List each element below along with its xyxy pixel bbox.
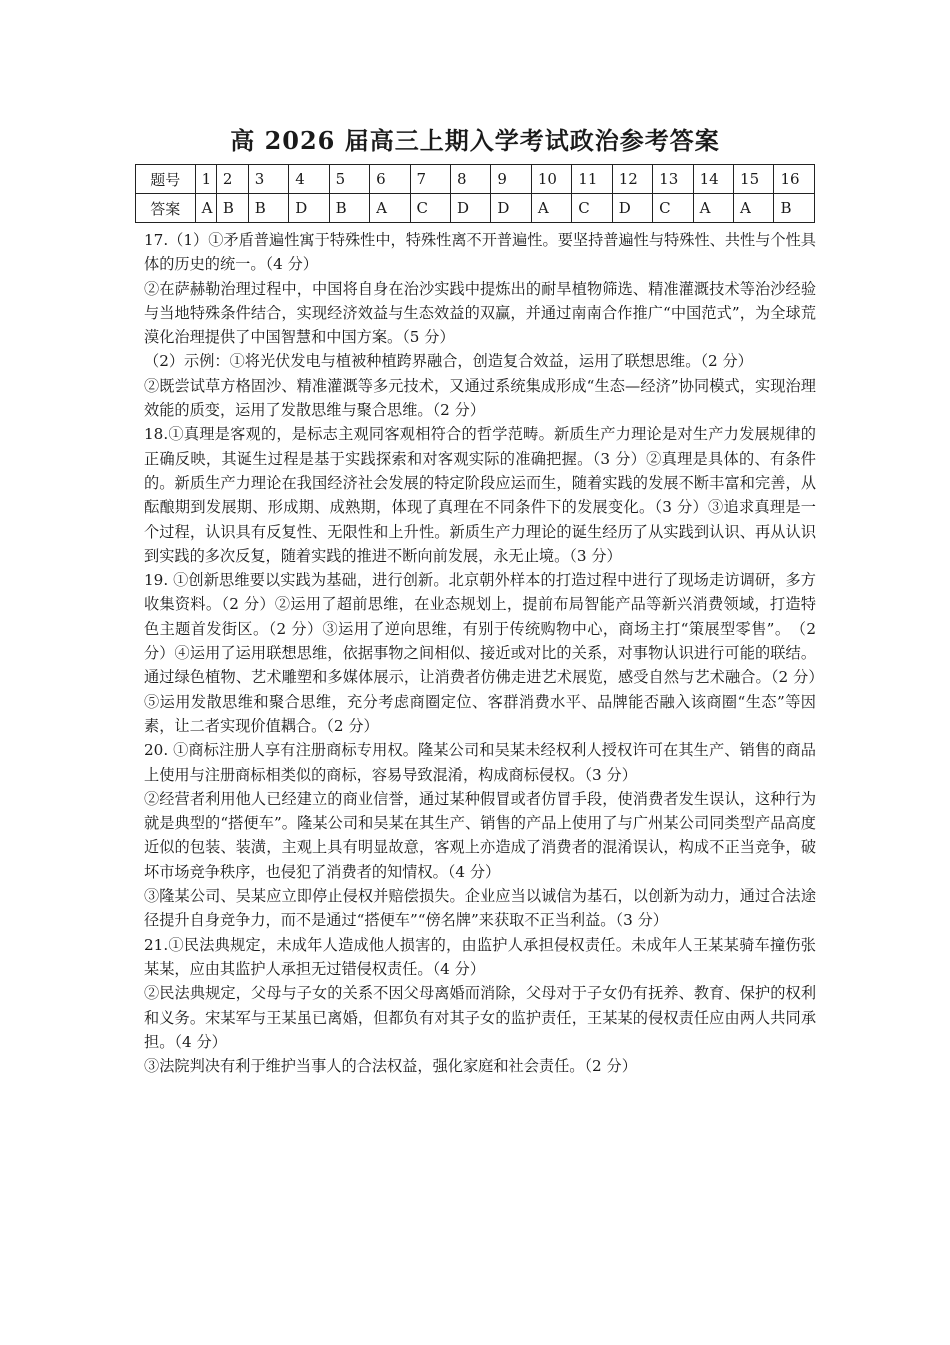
question-number: 3 <box>248 165 288 194</box>
answer-19: 19. ①创新思维要以实践为基础，进行创新。北京朝外样本的打造过程中进行了现场走访调研，多方收集资料。（2 分）②运用了超前思维，在业态规划上，提前布局智能产品等新兴消费领域，打造特色主题首发街区。（2 分）③运用了逆向思维，有别于传统购物中心，商场主打“策展型零售”。 （2 分）④运用了运用联想思维，依据事物之间相似、接近或对比的关系，对事物认识进行可能的联结。通过绿色植物、艺术雕塑和多媒体展示，让消费者仿佛走进艺术展览，感受自然与艺术融合。（2 分）⑤运用发散思维和聚合思维，充分考虑商圈定位、客群消费水平、品牌能否融入该商圈“生态”等因素，让二者实现价值耦合。（2 分） <box>144 571 816 735</box>
answer-20-point3: ③隆某公司、吴某应立即停止侵权并赔偿损失。企业应当以诚信为基石，以创新为动力，通过合法途径提升自身竞争力，而不是通过“搭便车”“傍名牌”来获取不正当利益。（3 分） <box>144 887 816 930</box>
question-number: 7 <box>410 165 450 194</box>
answer-explanations <box>144 228 816 1078</box>
answer-cell: B <box>248 194 288 223</box>
answer-cell: C <box>572 194 612 223</box>
answer-17-part1-point1: 17.（1）①矛盾普遍性寓于特殊性中，特殊性离不开普遍性。要坚持普遍性与特殊性、共性与个性具体的历史的统一。（4 分） <box>144 231 816 274</box>
answer-cell: D <box>289 194 329 223</box>
question-number: 12 <box>612 165 652 194</box>
page-title: 高 2026 届高三上期入学考试政治参考答案 <box>230 126 720 155</box>
answer-cell: B <box>329 194 369 223</box>
answer-21-point1: 21.①民法典规定，未成年人造成他人损害的，由监护人承担侵权责任。未成年人王某某骑车撞伤张某某，应由其监护人承担无过错侵权责任。（4 分） <box>144 935 816 978</box>
question-number: 15 <box>734 165 774 194</box>
answer-20-point1: 20. ①商标注册人享有注册商标专用权。隆某公司和吴某未经权利人授权许可在其生产、销售的商品上使用与注册商标相类似的商标，容易导致混淆，构成商标侵权。（3 分） <box>144 741 816 784</box>
answer-18: 18.①真理是客观的，是标志主观同客观相符合的哲学范畴。新质生产力理论是对生产力发展规律的正确反映，其诞生过程是基于实践探索和对客观实际的准确把握。（3 分）②真理是具体的、有条件的。新质生产力理论在我国经济社会发展的特定阶段应运而生，随着实践的发展不断丰富和完善，从酝酿期到发展期、形成期、成熟期，体现了真理在不同条件下的发展变化。（3 分）③追求真理是一个过程，认识具有反复性、无限性和上升性。新质生产力理论的诞生经历了从实践到认识、再从认识到实践的多次反复，随着实践的推进不断向前发展，永无止境。（3 分） <box>144 425 816 565</box>
answer-cell: B <box>216 194 248 223</box>
answer-21-point2: ②民法典规定，父母与子女的关系不因父母离婚而消除，父母对于子女仍有抚养、教育、保护的权利和义务。宋某军与王某虽已离婚，但都负有对其子女的监护责任，王某某的侵权责任应由两人共同承担。（4 分） <box>144 984 816 1051</box>
answer-17-part2-point2: ②既尝试草方格固沙、精准灌溉等多元技术，又通过系统集成形成“生态—经济”协同模式，实现治理效能的质变，运用了发散思维与聚合思维。（2 分） <box>144 376 816 420</box>
question-number-label: 题号 <box>136 165 196 194</box>
question-number: 11 <box>572 165 612 194</box>
question-number: 9 <box>491 165 531 194</box>
answer-row <box>136 194 815 223</box>
answer-20-point2: ②经营者利用他人已经建立的商业信誉，通过某种假冒或者仿冒手段，使消费者发生误认，这种行为就是典型的“搭便车”。隆某公司和吴某在其生产、销售的产品上使用了与广州某公司同类型产品高度近似的包装、装潢，主观上具有明显故意，客观上亦造成了消费者的混淆误认，构成不正当竞争，破坏市场竞争秩序，也侵犯了消费者的知情权。（4 分） <box>144 789 816 881</box>
question-number-row <box>136 165 815 194</box>
answer-cell: D <box>450 194 490 223</box>
answer-table <box>135 164 815 223</box>
question-number: 10 <box>531 165 571 194</box>
answer-cell: D <box>491 194 531 223</box>
question-number: 2 <box>216 165 248 194</box>
question-number: 6 <box>370 165 410 194</box>
answer-cell: C <box>653 194 693 223</box>
question-number: 13 <box>653 165 693 194</box>
question-number: 5 <box>329 165 369 194</box>
answer-cell: C <box>410 194 450 223</box>
answer-cell: A <box>195 194 216 223</box>
answer-cell: A <box>531 194 571 223</box>
answer-label: 答案 <box>136 194 196 223</box>
answer-cell: D <box>612 194 652 223</box>
answer-21-point3: ③法院判决有利于维护当事人的合法权益，强化家庭和社会责任。（2 分） <box>144 1057 637 1076</box>
question-number: 8 <box>450 165 490 194</box>
answer-cell: A <box>370 194 410 223</box>
question-number: 14 <box>693 165 733 194</box>
answer-cell: A <box>693 194 733 223</box>
question-number: 16 <box>774 165 815 194</box>
question-number: 4 <box>289 165 329 194</box>
answer-17-part1-point2: ②在萨赫勒治理过程中，中国将自身在治沙实践中提炼出的耐旱植物筛选、精准灌溉技术等治沙经验与当地特殊条件结合，实现经济效益与生态效益的双赢，并通过南南合作推广“中国范式”，为全球荒漠化治理提供了中国智慧和中国方案。（5 分） <box>144 279 816 347</box>
question-number: 1 <box>195 165 216 194</box>
answer-cell: A <box>734 194 774 223</box>
answer-17-part2-point1: （2）示例：①将光伏发电与植被种植跨界融合，创造复合效益，运用了联想思维。（2 分） <box>144 352 753 371</box>
answer-cell: B <box>774 194 815 223</box>
